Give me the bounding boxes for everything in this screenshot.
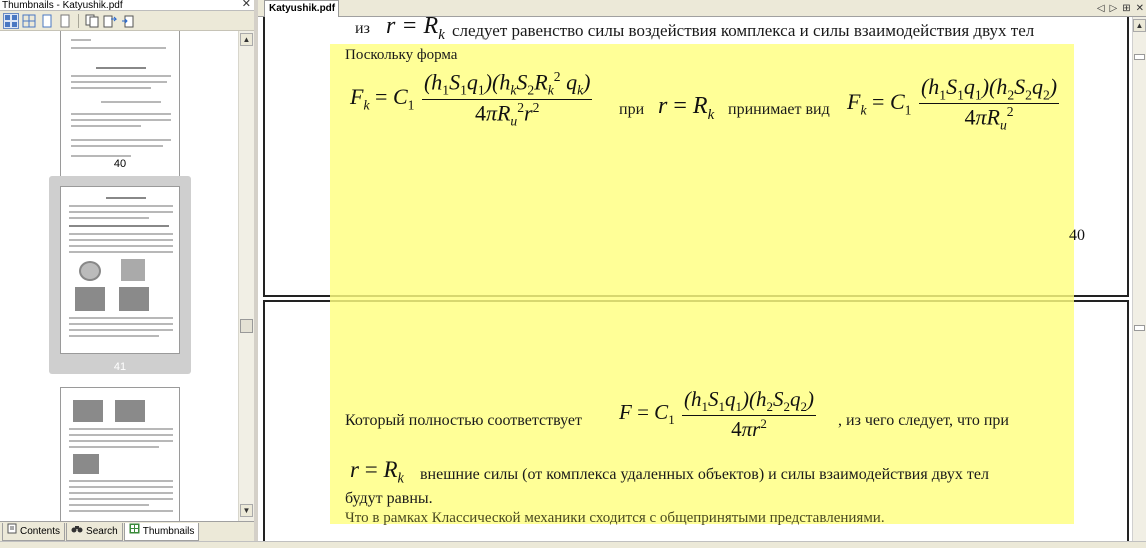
thumb-text-line	[69, 329, 173, 331]
text-line	[345, 510, 885, 527]
thumb-text-line	[71, 139, 171, 141]
replace-page-icon[interactable]	[120, 13, 136, 29]
page-outline-icon[interactable]	[57, 13, 73, 29]
text-line	[728, 101, 830, 119]
math-text: r = R	[386, 17, 439, 39]
toolbar-separator	[78, 14, 79, 28]
thumb-text-line	[69, 239, 173, 241]
thumb-text-line	[69, 428, 173, 430]
thumb-image	[121, 259, 145, 281]
word-prinimaet: принимает вид	[728, 101, 830, 118]
tab-label: Search	[86, 525, 118, 537]
text-prefix: Который полностью соответствует	[345, 412, 583, 429]
math-expression: $r = R_k$	[350, 457, 404, 487]
thumb-image	[115, 400, 145, 422]
tab-search[interactable]	[66, 523, 123, 541]
thumbnail-scrollbar[interactable]	[238, 31, 254, 521]
formula-force-equal-radius: $F_k = C_1$ $\frac{(h_1S_1q_1)(h_2S_2q_2)}{4\pi R_u^2}$	[847, 74, 1058, 134]
thumbnails-icon	[129, 523, 140, 540]
thumbnail-page-41[interactable]	[60, 186, 180, 354]
math-expression	[386, 17, 445, 44]
thumb-image	[119, 287, 149, 311]
contents-icon	[7, 523, 17, 540]
thumb-text-line	[69, 245, 173, 247]
text-line-content: будут равны.	[345, 490, 433, 507]
tab-label: Thumbnails	[142, 525, 195, 537]
math-expression: $r = R_k$	[658, 93, 715, 123]
text-line	[355, 20, 370, 38]
text-line	[452, 21, 1034, 41]
single-page-icon[interactable]	[39, 13, 55, 29]
thumb-text-line	[69, 251, 173, 253]
text-suffix: внешние силы (от комплекса удаленных объектов) и силы взаимодействия двух тел	[420, 466, 989, 483]
text-line	[838, 412, 1009, 430]
thumb-text-line	[71, 125, 141, 127]
form-label: Поскольку форма	[345, 47, 458, 63]
text-line	[345, 412, 582, 430]
panel-title	[0, 0, 254, 11]
thumb-text-line	[71, 145, 163, 147]
document-tab[interactable]	[264, 0, 339, 17]
scrollbar-thumb[interactable]	[240, 319, 253, 333]
tab-contents[interactable]	[2, 523, 65, 541]
grid-small-icon[interactable]	[21, 13, 37, 29]
tab-list-icon[interactable]: ⊞	[1122, 3, 1131, 14]
thumb-text-line	[101, 101, 161, 103]
binoculars-icon	[71, 524, 83, 540]
text-line	[619, 101, 644, 119]
thumbnail-page-42[interactable]	[60, 387, 180, 521]
panel-title-text: Thumbnails - Katyushik.pdf	[2, 0, 123, 11]
math-subscript: k	[438, 26, 445, 43]
thumb-text-line	[69, 225, 169, 227]
thumb-text-line	[71, 75, 171, 77]
thumb-image	[75, 287, 105, 311]
extract-page-icon[interactable]	[102, 13, 118, 29]
thumb-text-line	[71, 113, 171, 115]
text-suffix: , из чего следует, что при	[838, 412, 1009, 429]
thumb-image	[79, 261, 101, 281]
thumb-text-line	[71, 47, 166, 49]
thumb-text-line	[69, 434, 173, 436]
tab-controls	[1097, 0, 1144, 17]
word-pri: при	[619, 101, 645, 118]
thumb-text-line	[71, 87, 151, 89]
scroll-up-icon[interactable]: ▲	[240, 33, 253, 46]
thumbnails-panel	[0, 0, 254, 548]
tab-scroll-right-icon[interactable]: ▷	[1109, 3, 1118, 14]
text-line	[345, 47, 457, 64]
document-tab-label: Katyushik.pdf	[269, 3, 336, 14]
thumb-text-line	[96, 67, 146, 69]
thumb-text-line	[71, 39, 91, 41]
copy-page-icon[interactable]	[84, 13, 100, 29]
text-line	[345, 490, 433, 508]
thumb-text-line	[69, 492, 173, 494]
thumb-text-line	[69, 498, 173, 500]
thumbnail-label: 40	[113, 158, 127, 170]
document-scrollbar[interactable]	[1132, 17, 1146, 541]
document-tab-bar	[258, 0, 1146, 17]
thumb-text-line	[69, 217, 149, 219]
thumb-text-line	[69, 440, 173, 442]
thumb-text-line	[71, 81, 167, 83]
grid-large-icon[interactable]	[3, 13, 19, 29]
text-line-content: Что в рамках Классической механики сходится с общепринятыми представлениями.	[345, 510, 885, 526]
tab-label: Contents	[20, 525, 61, 537]
formula-force-final: $F = C_1$ $\frac{(h_1S_1q_1)(h_2S_2q_2)}{4\pi r^2}$	[619, 387, 815, 442]
thumb-text-line	[69, 317, 173, 319]
thumb-text-line	[69, 335, 159, 337]
tab-thumbnails[interactable]	[124, 523, 200, 541]
text-line	[420, 466, 989, 484]
scroll-up-icon[interactable]: ▲	[1133, 19, 1146, 32]
scroll-down-icon[interactable]: ▼	[240, 504, 253, 517]
thumb-text-line	[69, 205, 173, 207]
close-icon[interactable]: ✕	[241, 0, 251, 10]
thumb-text-line	[106, 197, 146, 199]
text-prefix: из	[355, 20, 370, 37]
thumb-text-line	[69, 504, 149, 506]
thumbnail-label: 41	[113, 361, 127, 373]
formula-force-general: $F_k = C_1$ $\frac{(h_1S_1q_1)(h_kS_2R_k^2 q_k)}{4\pi R_u^2r^2}$	[350, 69, 591, 129]
scroll-mark	[1134, 325, 1145, 331]
thumbnail-list[interactable]	[0, 31, 238, 521]
thumb-text-line	[69, 480, 173, 482]
thumb-text-line	[69, 510, 173, 512]
tab-scroll-left-icon[interactable]: ◁	[1096, 3, 1105, 14]
scroll-mark	[1134, 54, 1145, 60]
text-suffix: следует равенство силы воздействия комплекса и силы взаимодействия двух тел	[452, 21, 1035, 40]
close-tab-icon[interactable]: ✕	[1135, 3, 1144, 14]
thumb-text-line	[69, 233, 173, 235]
thumb-text-line	[69, 323, 173, 325]
status-bar	[0, 541, 1146, 548]
thumb-text-line	[69, 486, 173, 488]
thumb-image	[73, 400, 103, 422]
document-view[interactable]	[258, 17, 1132, 541]
panel-tab-bar	[0, 521, 254, 541]
thumb-text-line	[71, 155, 131, 157]
thumb-text-line	[71, 119, 171, 121]
page-number: 40	[1069, 227, 1085, 244]
thumb-image	[73, 454, 99, 474]
thumb-text-line	[69, 211, 173, 213]
thumbnails-toolbar	[0, 11, 254, 31]
thumb-text-line	[69, 446, 159, 448]
